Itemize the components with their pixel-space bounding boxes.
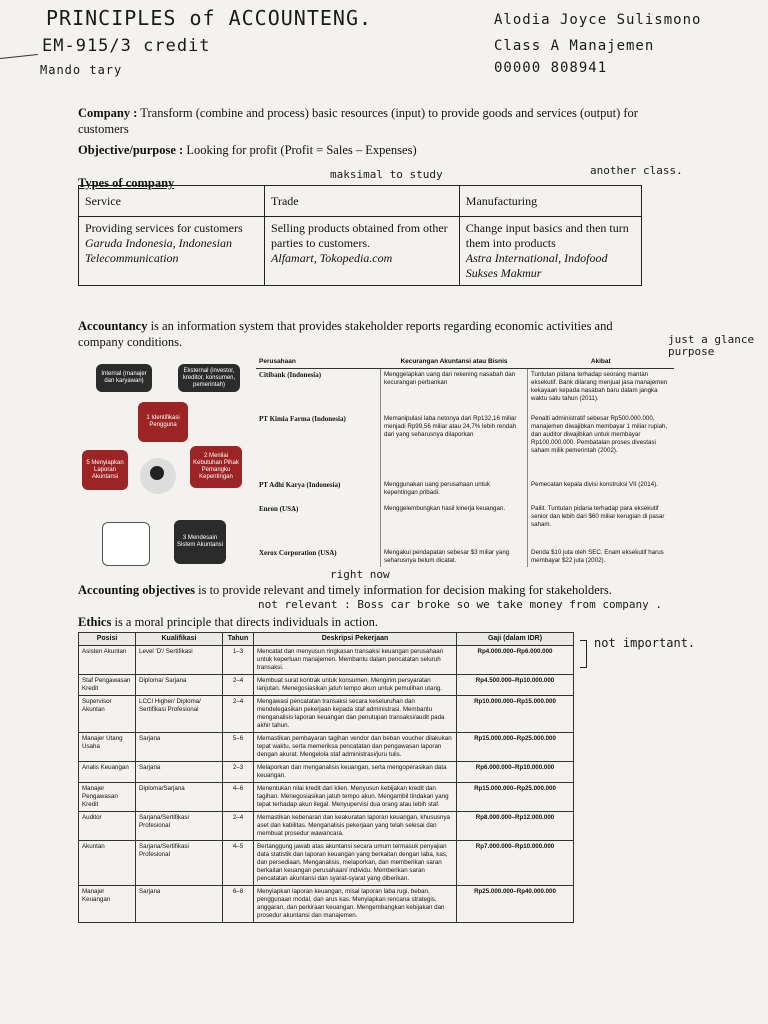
not-relevant-note: not relevant : Boss car broke so we take money from company .	[258, 598, 662, 611]
job-description: Memastikan pembayaran tagihan vendor dan beban voucher dilakukan tepat waktu, serta memeriksa pencatatan dan pengawasan laporan dengan akurat. Mengelola staf administrasi/juru tulis.	[254, 733, 457, 762]
table-row	[256, 503, 674, 547]
job-salary: Rp6.000.000–Rp10.000.000	[457, 762, 574, 783]
job-qualification: Sarjana	[136, 886, 223, 923]
objectives-keyword: Accounting objectives	[78, 583, 195, 597]
objectives-text: is to provide relevant and timely information for decision making for stakeholders.	[198, 583, 612, 597]
jobs-header-qualification: Kualifikasi	[136, 633, 223, 646]
ethics-keyword: Ethics	[78, 615, 112, 629]
job-position: Manajer Pengawasan Kredit	[79, 783, 136, 812]
job-years: 1–3	[223, 646, 254, 675]
job-qualification: Sarjana/Sertifikasi Profesional	[136, 812, 223, 841]
job-position: Manajer Utang Usaha	[79, 733, 136, 762]
jobs-header-years: Tahun	[223, 633, 254, 646]
job-years: 5–6	[223, 733, 254, 762]
types-header-trade: Trade	[265, 186, 460, 217]
case-result: Pailit. Tuntutan pidana terhadap para eksekutif senior dan lebih dari $60 miliar kerugian di pasar saham.	[528, 503, 675, 547]
job-years: 2–4	[223, 696, 254, 733]
types-heading: Types of company	[78, 176, 175, 190]
table-row	[79, 841, 574, 886]
job-qualification: Diploma/Sarjana	[136, 783, 223, 812]
case-result: Pemecatan kepala divisi konstruksi VII (2014).	[528, 479, 675, 503]
job-qualification: Sarjana	[136, 733, 223, 762]
ethics-definition	[78, 614, 638, 630]
table-row	[256, 479, 674, 503]
job-years: 2–3	[223, 762, 254, 783]
internal-label: Internal (manajer dan karyawan)	[101, 371, 147, 384]
job-salary: Rp25.000.000–Rp40.000.000	[457, 886, 574, 923]
student-name: Alodia Joyce Sulismono	[494, 12, 702, 28]
manufacturing-examples: Astra International, Indofood Sukses Makmur	[465, 251, 608, 280]
bracket-mark	[580, 640, 587, 668]
step4-box	[102, 522, 150, 566]
external-label: Eksternal (investor, kreditor, konsumen, pemerintah)	[182, 367, 236, 388]
job-position: Staf Pengawasan Kredit	[79, 675, 136, 696]
table-row	[79, 812, 574, 841]
table-row	[79, 646, 574, 675]
table-row	[79, 886, 574, 923]
types-cell-service	[79, 217, 265, 286]
step2-box	[190, 446, 242, 488]
company-keyword: Company :	[78, 106, 138, 120]
table-row	[79, 783, 574, 812]
job-years: 6–8	[223, 886, 254, 923]
job-position: Asisten Akuntan	[79, 646, 136, 675]
job-description: Mencatat dan menyusun ringkasan transaksi keuangan perusahaan untuk keperluan manajemen. Membantu dalam pencatatan seluruh transaksi.	[254, 646, 457, 675]
job-salary: Rp10.000.000–Rp15.000.000	[457, 696, 574, 733]
objective-text: Looking for profit (Profit = Sales – Expenses)	[186, 143, 417, 157]
student-id: 00000 808941	[494, 60, 608, 76]
job-position: Auditor	[79, 812, 136, 841]
case-fraud: Memanipulasi laba netonya dari Rp132,16 miliar menjadi Rp99,56 miliar atau 24,7% lebih rendah dari yang seharusnya dilaporkan	[381, 413, 528, 479]
job-description: Menentukan nilai kredit dari klien. Menyusun kebijakan kredit dan tagihan. Menegosiasikan jatuh tempo akun. Mengambil tindakan yang tepat terhadap akun ilegal. Menyupervisi dua orang atau lebih staf.	[254, 783, 457, 812]
step3-label: 3 Mendesain Sistem Akuntansi	[176, 535, 224, 548]
job-salary: Rp15.000.000–Rp25.000.000	[457, 733, 574, 762]
table-row	[256, 369, 674, 413]
job-description: Mengawasi pencatatan transaksi secara keseluruhan dan mendelegasikan pekerjaan kepada staf administrasi. Membantu menganalisis laporan keuangan dan penutupan transaksi/audit pada akhir tahun.	[254, 696, 457, 733]
not-important-note: not important.	[594, 636, 696, 650]
case-result: Tuntutan pidana terhadap seorang mantan eksekutif. Bank dilarang menjual jasa manajemen kekayaan kepada nasabah baru dalam jangka waktu satu tahun (2011).	[528, 369, 675, 413]
case-company: PT Adhi Karya (Indonesia)	[259, 480, 341, 489]
cases-header-result: Akibat	[528, 356, 675, 369]
jobs-header-position: Posisi	[79, 633, 136, 646]
accountancy-definition	[78, 318, 638, 350]
course-code: EM-915/3 credit	[42, 36, 211, 56]
cases-header-company: Perusahaan	[256, 356, 381, 369]
job-salary: Rp4.000.000–Rp6.000.000	[457, 646, 574, 675]
job-position: Supervisor Akuntan	[79, 696, 136, 733]
company-text: Transform (combine and process) basic resources (input) to provide goods and services (output) for customers	[78, 106, 638, 136]
types-cell-trade	[265, 217, 460, 286]
types-table	[78, 185, 642, 286]
job-qualification: Diploma/ Sarjana	[136, 675, 223, 696]
trade-examples: Alfamart, Tokopedia.com	[271, 251, 393, 265]
jobs-header-description: Deskripsi Pekerjaan	[254, 633, 457, 646]
fraud-cases-table	[256, 356, 674, 567]
external-box	[178, 364, 240, 392]
job-qualification: Sarjana/Sertifikasi Profesional	[136, 841, 223, 886]
service-examples: Garuda Indonesia, Indonesian Telecommunication	[85, 236, 232, 265]
case-company: Enron (USA)	[259, 504, 299, 513]
step1-box	[138, 402, 188, 442]
case-fraud: Mengakui pendapatan sebesar $3 miliar yang seharusnya belum dicatat.	[381, 547, 528, 567]
job-years: 4–5	[223, 841, 254, 886]
table-row	[79, 696, 574, 733]
case-result: Denda $10 juta oleh SEC. Enam eksekutif harus membayar $22 juta (2002).	[528, 547, 675, 567]
job-qualification: Sarjana	[136, 762, 223, 783]
job-salary: Rp4.500.000–Rp10.000.000	[457, 675, 574, 696]
table-row	[256, 413, 674, 479]
manufacturing-description: Change input basics and then turn them into products	[465, 221, 629, 250]
case-company: Xerox Corporation (USA)	[259, 548, 337, 557]
types-header-service: Service	[79, 186, 265, 217]
job-qualification: LCCI Higher/ Diploma/ Sertifikasi Profesional	[136, 696, 223, 733]
table-row	[79, 733, 574, 762]
trade-description: Selling products obtained from other parties to customers.	[271, 221, 448, 250]
margin-mark	[0, 54, 38, 59]
table-row	[79, 675, 574, 696]
case-fraud: Menggelembungkan hasil kinerja keuangan.	[381, 503, 528, 547]
case-fraud: Menggunakan uang perusahaan untuk kepentingan pribadi.	[381, 479, 528, 503]
job-description: Menyiapkan laporan keuangan, misal laporan laba rugi, beban, penggunaan modal, dan arus kas. Menyiapkan rencana strategis, anggaran, dan perkiraan keuangan. Mengembangkan kebijakan dan prosedur akuntansi dan manajemen.	[254, 886, 457, 923]
mandatory-note: Mando tary	[40, 63, 123, 77]
job-years: 2–4	[223, 812, 254, 841]
maximal-note: maksimal to study	[330, 168, 443, 181]
job-description: Memastikan kebenaran dan keakuratan laporan keuangan, khususnya aset dan kabilitas. Menganalisis pekerjaan yang telah selesai dan membuat prosedur wawancara.	[254, 812, 457, 841]
another-class-note: another class.	[590, 164, 683, 177]
ethics-text: is a moral principle that directs individuals in action.	[114, 615, 378, 629]
job-years: 2–4	[223, 675, 254, 696]
job-qualification: Level 'D'/ Sertifikasi	[136, 646, 223, 675]
table-row	[79, 762, 574, 783]
job-position: Manajer Keuangan	[79, 886, 136, 923]
table-row	[256, 547, 674, 567]
types-cell-manufacturing	[459, 217, 641, 286]
job-salary: Rp15.000.000–Rp25.000.000	[457, 783, 574, 812]
step3-box	[174, 520, 226, 564]
case-fraud: Menggelapkan uang dari rekening nasabah dan kecurangan perbankan	[381, 369, 528, 413]
objective-definition	[78, 142, 638, 158]
step1-label: 1 Identifikasi Pengguna	[146, 415, 180, 428]
job-description: Melaporkan dan menganalisis keuangan, serta mengoperasikan data keuangan.	[254, 762, 457, 783]
stakeholder-diagram	[78, 360, 250, 575]
objective-keyword: Objective/purpose :	[78, 143, 184, 157]
types-header-manufacturing: Manufacturing	[459, 186, 641, 217]
student-class: Class A Manajemen	[494, 38, 655, 54]
job-position: Akuntan	[79, 841, 136, 886]
case-company: PT Kimia Farma (Indonesia)	[259, 414, 346, 423]
job-years: 4–6	[223, 783, 254, 812]
step5-box	[82, 450, 128, 490]
service-description: Providing services for customers	[85, 221, 243, 235]
step2-label: 2 Menilai Kebutuhan Pihak Pemangku Kepentingan	[193, 453, 239, 480]
case-result: Penalti administratif sebesar Rp500.000.000, manajemen diwajibkan membayar 1 miliar rupiah, dan auditor diwajibkan untuk membayar Rp100.000.000. Pembatalan proses divestasi saham milik pemerintah (2002).	[528, 413, 675, 479]
right-now-note: right now	[330, 568, 390, 581]
accountancy-text: is an information system that provides stakeholder reports regarding economic activities and company conditions.	[78, 319, 613, 349]
jobs-table	[78, 632, 574, 923]
step5-label: 5 Menyiapkan Laporan Akuntansi	[86, 459, 124, 480]
jobs-header-salary: Gaji (dalam IDR)	[457, 633, 574, 646]
cases-header-fraud: Kecurangan Akuntansi atau Bisnis	[381, 356, 528, 369]
job-description: Bertanggung jawab atas akuntansi secara umum termasuk penyajian data statistik dan laporan keuangan yang berkaitan dengan laba, kas, dan persediaan. Menganalisis, melaporkan, dan memberikan saran berkaitan keuangan perusahaan/ individu. Memberikan saran pencatatan akuntansi dan syarat-syarat yang diberikan.	[254, 841, 457, 886]
job-salary: Rp7.000.000–Rp10.000.000	[457, 841, 574, 886]
internal-box	[96, 364, 152, 392]
objectives-definition	[78, 582, 698, 598]
notes-title: PRINCIPLES of ACCOUNTENG.	[46, 6, 373, 30]
glance-note: just a glance purpose	[668, 333, 755, 358]
company-definition	[78, 105, 638, 137]
accountancy-keyword: Accountancy	[78, 319, 148, 333]
job-salary: Rp8.000.000–Rp12.000.000	[457, 812, 574, 841]
case-company: Citibank (Indonesia)	[259, 371, 322, 379]
job-description: Membuat surat kontrak untuk konsumen. Mengirim persyaratan lanjutan. Menegosiasikan jatuh tempo akun untuk pemulihan utang.	[254, 675, 457, 696]
person-head-icon	[150, 466, 164, 480]
job-position: Analis Keuangan	[79, 762, 136, 783]
